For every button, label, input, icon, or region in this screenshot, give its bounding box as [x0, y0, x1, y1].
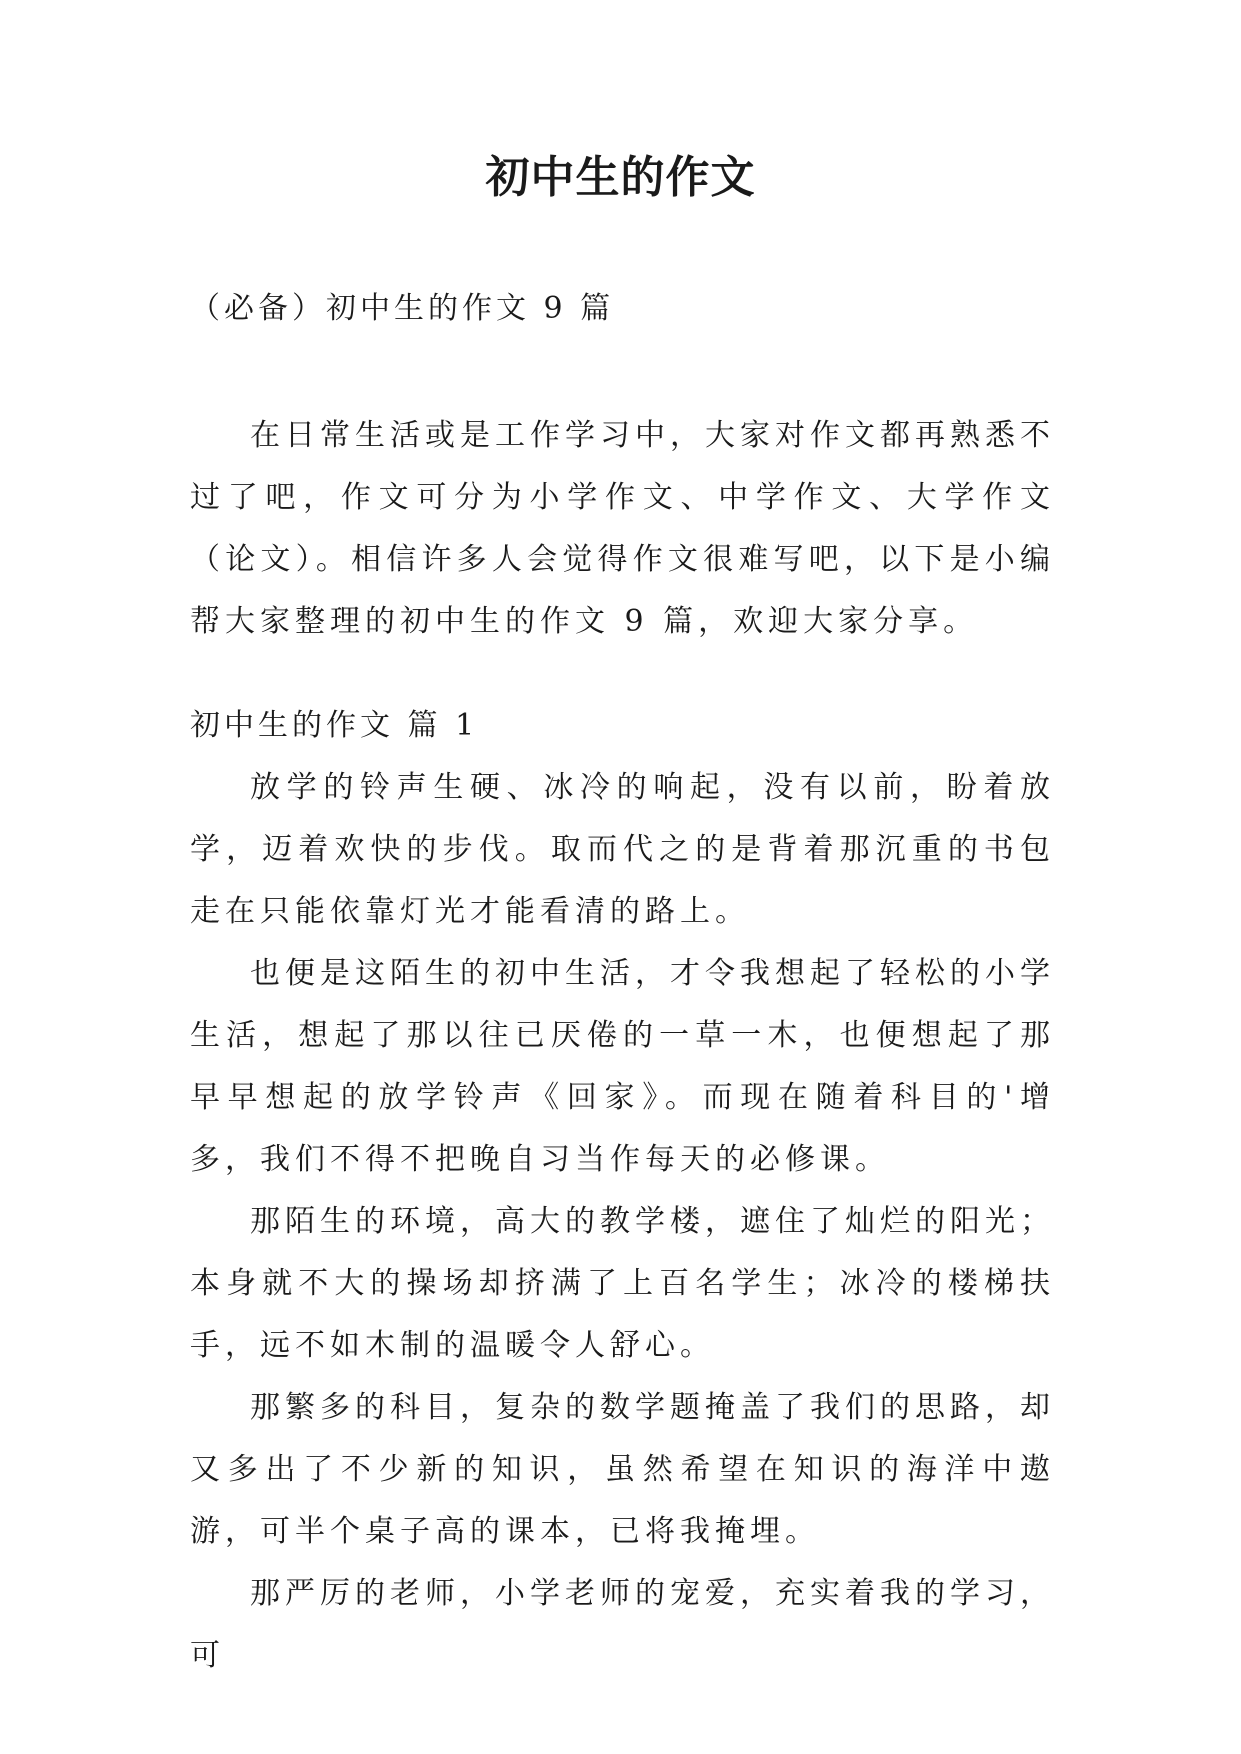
- document-subtitle: （必备）初中生的作文 9 篇: [190, 291, 615, 326]
- essay-paragraph: 那繁多的科目，复杂的数学题掩盖了我们的思路，却又多出了不少新的知识，虽然希望在知识的海洋中遨游，可半个桌子高的课本，已将我掩埋。: [190, 1390, 1055, 1549]
- document-title: 初中生的作文: [485, 152, 756, 203]
- intro-paragraph: 在日常生活或是工作学习中，大家对作文都再熟悉不过了吧，作文可分为小学作文、中学作文、大学作文（论文）。相信许多人会觉得作文很难写吧，以下是小编帮大家整理的初中生的作文 9 篇，欢迎大家分享。: [190, 418, 1055, 639]
- essay-section-1: [190, 695, 1055, 1687]
- essay-paragraph: 也便是这陌生的初中生活，才令我想起了轻松的小学生活，想起了那以往已厌倦的一草一木，也便想起了那早早想起的放学铃声《回家》。而现在随着科目的'增多，我们不得不把晚自习当作每天的必修课。: [190, 956, 1055, 1177]
- essay-paragraph: 放学的铃声生硬、冰冷的响起，没有以前，盼着放学，迈着欢快的步伐。取而代之的是背着那沉重的书包走在只能依靠灯光才能看清的路上。: [190, 770, 1055, 929]
- essay-paragraph: 那严厉的老师，小学老师的宠爱，充实着我的学习，可: [190, 1576, 1055, 1673]
- intro-block: [190, 405, 1055, 653]
- essay-paragraph: 那陌生的环境，高大的教学楼，遮住了灿烂的阳光；本身就不大的操场却挤满了上百名学生；冰冷的楼梯扶手，远不如木制的温暖令人舒心。: [190, 1204, 1055, 1363]
- section-heading: 初中生的作文 篇 1: [190, 708, 479, 743]
